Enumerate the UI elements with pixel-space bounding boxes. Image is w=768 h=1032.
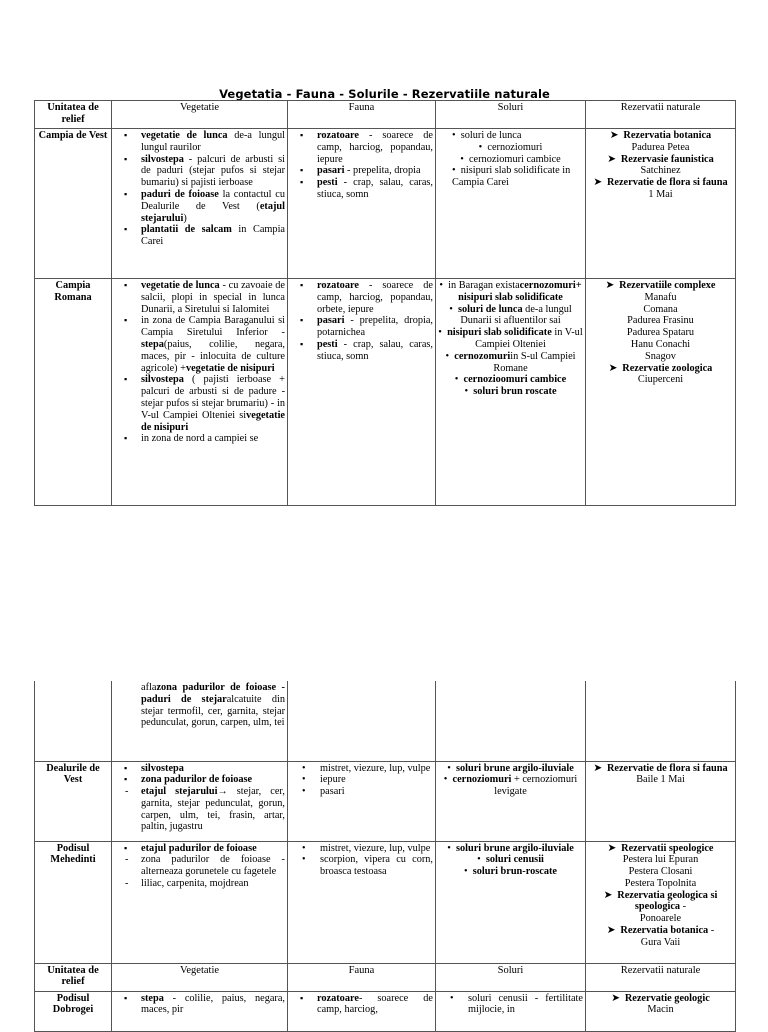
list-item: • cernoziomuri cambice <box>460 153 561 165</box>
soluri-cell <box>436 761 586 841</box>
relief-name: Campia Romana <box>35 279 112 506</box>
fauna-empty <box>288 681 436 761</box>
header-relief: Unitatea de relief <box>35 101 112 129</box>
list-item: • soluri brun-roscate <box>464 866 557 878</box>
list-item: ▪ stepa - colilie, paius, negara, maces, pir <box>114 993 285 1017</box>
soluri-empty <box>436 681 586 761</box>
list-item: ▪ pasari - prepelita, dropia <box>290 165 433 177</box>
table-row <box>35 129 736 279</box>
table-row <box>35 681 736 761</box>
list-item: • mistret, viezure, lup, vulpe <box>290 843 433 855</box>
list-item: ▪ zona padurilor de foioase <box>114 774 285 786</box>
list-item: • scorpion, vipera cu corn, broasca testoasa <box>290 854 433 878</box>
soluri-cell <box>436 991 586 1031</box>
list-item: • soluri de lunca de-a lungul Dunarii si afluentilor sai <box>449 303 572 327</box>
header-vegetatie: Vegetatie <box>112 101 288 129</box>
table-page-1 <box>34 100 736 506</box>
list-item: ▪ rozatoare - soarece de camp, harciog, popandau, orbete, iepure <box>290 280 433 315</box>
relief-empty <box>35 681 112 761</box>
vegetatie-cell <box>112 129 288 279</box>
fauna-cell <box>288 279 436 506</box>
header-rezervatii: Rezervatii naturale <box>586 963 736 991</box>
rezervatii-cell <box>586 991 736 1031</box>
list-item: Satchinez <box>640 165 681 177</box>
list-item: ➤ Rezervatia botanica <box>609 130 712 141</box>
list-item: Pestera lui Epuran <box>622 854 699 866</box>
list-item: - liliac, carpenita, mojdrean <box>114 878 285 890</box>
list-item: ▪ pesti - crap, salau, caras, stiuca, somn <box>290 339 433 363</box>
list-item: • cernoziomuri + cernoziomuri levigate <box>443 774 578 798</box>
vegetatie-cell <box>112 761 288 841</box>
list-item: ▪ in zona de nord a campiei se <box>114 433 285 445</box>
list-item: ➤ Rezervatie de flora si fauna <box>593 177 728 189</box>
relief-name: Campia de Vest <box>35 129 112 279</box>
list-item: ▪ plantatii de salcam in Campia Carei <box>114 224 285 248</box>
list-item: ▪ in zona de Campia Baraganului si Campia Siretului Inferior - stepa(paius, colilie, negara, maces, pir - inlocuita de culture agricole) +vegetatie de nisipuri <box>114 315 285 374</box>
rezervatii-cell <box>586 279 736 506</box>
table-page-2 <box>34 681 736 1032</box>
list-item: Ponoarele <box>639 913 682 925</box>
table-row <box>35 991 736 1031</box>
vegetatie-cell <box>112 681 288 761</box>
header-soluri: Soluri <box>436 963 586 991</box>
list-item: • soluri de lunca <box>452 130 522 141</box>
list-item: aflazona padurilor de foioase -paduri de stejaralcatuite din stejar termofil, cer, garnita, stejar pedunculat, gorun, carpen, ulm, tei <box>141 682 286 729</box>
table-row <box>35 761 736 841</box>
list-item: ▪ rozatoare - soarece de camp, harciog, popandau, iepure <box>290 130 433 165</box>
list-item: Macin <box>647 1004 674 1016</box>
list-item: • soluri brune argilo-iluviale <box>447 842 574 854</box>
vegetatie-cell <box>112 991 288 1031</box>
list-item: ▪ etajul padurilor de foioase <box>114 843 285 855</box>
relief-name: Podisul Mehedinti <box>35 841 112 963</box>
fauna-cell <box>288 129 436 279</box>
list-item: ▪ pasari - prepelita, dropia, potarnichea <box>290 315 433 339</box>
list-item: ➤ Rezervatii speologice <box>607 842 714 854</box>
table-row <box>35 279 736 506</box>
header-relief: Unitatea de relief <box>35 963 112 991</box>
list-item: ▪ paduri de foioase la contactul cu Dealurile de Vest (etajul stejarului) <box>114 189 285 224</box>
relief-name: Podisul Dobrogei <box>35 991 112 1031</box>
list-item: Pestera Closani <box>628 866 693 878</box>
list-item: ➤ Rezervatie de flora si fauna <box>593 762 728 774</box>
list-item: Gura Vaii <box>640 936 681 948</box>
list-item: Manafu <box>644 291 677 303</box>
fauna-cell <box>288 841 436 963</box>
list-item: Padurea Frasinu <box>627 315 694 327</box>
list-item: ▪ vegetatie de lunca - cu zavoaie de salcii, plopi in special in lunca Dunarii, a Siretului si Ialomitei <box>114 280 285 315</box>
list-item: ➤ Rezervatiile complexe <box>605 280 716 291</box>
list-item: ▪ pesti - crap, salau, caras, stiuca, somn <box>290 177 433 201</box>
header-rezervatii: Rezervatii naturale <box>586 101 736 129</box>
list-item: • pasari <box>290 786 433 798</box>
soluri-cell <box>436 841 586 963</box>
list-item: Snagov <box>645 350 676 362</box>
list-item: ▪ silvostepa <box>114 763 285 775</box>
page-title: Vegetatia - Fauna - Solurile - Rezervatiile naturale <box>219 87 550 101</box>
list-item: • mistret, viezure, lup, vulpe <box>290 763 433 775</box>
soluri-cell <box>436 129 586 279</box>
list-item: • cernozioomuri cambice <box>454 374 567 386</box>
header-soluri: Soluri <box>436 101 586 129</box>
header-row <box>35 963 736 991</box>
list-item: Ciuperceni <box>637 374 684 386</box>
list-item: • in Baragan existacernozomuri+ nisipuri slab solidificate <box>439 280 582 303</box>
fauna-cell <box>288 761 436 841</box>
rezervatii-cell <box>586 129 736 279</box>
list-item: ➤ Rezervatia geologica si speologica - <box>603 889 718 913</box>
list-item: • iepure <box>290 774 433 786</box>
list-item: ➤ Rezervatie zoologica <box>608 362 713 374</box>
list-item: 1 Mai <box>648 188 673 200</box>
vegetatie-cell <box>112 279 288 506</box>
rezervatii-cell <box>586 841 736 963</box>
rezervatii-empty <box>586 681 736 761</box>
soluri-cell <box>436 279 586 506</box>
header-fauna: Fauna <box>288 101 436 129</box>
list-item: ➤ Rezervatie geologic <box>611 992 710 1004</box>
list-item: • soluri brune argilo-iluviale <box>447 762 574 774</box>
header-row <box>35 101 736 129</box>
table-row <box>35 841 736 963</box>
list-item: • soluri cenusii <box>477 854 544 866</box>
list-item: ▪ rozatoare- soarece de camp, harciog, <box>290 993 433 1017</box>
list-item: ▪ silvostepa ( pajisti ierboase + palcuri de arbusti si de padure - stejar pufos si stejar brumariu) - in V-ul Campiei Olteniei sivegetatie de nisipuri <box>114 374 285 433</box>
list-item: • nisipuri slab solidificate in V-ul Campiei Olteniei <box>438 327 583 350</box>
list-item: - etajul stejarului→ stejar, cer, garnita, stejar pedunculat, gorun, carpen, ulm, tei, frasin, artar, paltin, jugastru <box>114 786 285 833</box>
list-item: Pestera Topolnita <box>624 877 697 889</box>
list-item: Baile 1 Mai <box>636 774 685 786</box>
list-item: • cernozomuriin S-ul Campiei Romane <box>445 350 576 374</box>
vegetatie-cell <box>112 841 288 963</box>
fauna-cell <box>288 991 436 1031</box>
list-item: ▪ silvostepa - palcuri de arbusti si de paduri (stejar pufos si stejar bumariu) si pajisti ierboase <box>114 154 285 189</box>
list-item: Padurea Petea <box>631 141 690 153</box>
list-item: Comana <box>643 303 678 315</box>
list-item: ➤ Rezervatia botanica - <box>606 925 715 937</box>
list-item: Hanu Conachi <box>630 338 691 350</box>
list-item: • cernoziomuri <box>478 141 543 153</box>
list-item: • soluri cenusii - fertilitate mijlocie, in <box>438 993 583 1017</box>
relief-name: Dealurile de Vest <box>35 761 112 841</box>
list-item: • soluri brun roscate <box>464 386 557 398</box>
rezervatii-cell <box>586 761 736 841</box>
header-fauna: Fauna <box>288 963 436 991</box>
list-item: ▪ vegetatie de lunca de-a lungul lungul raurilor <box>114 130 285 154</box>
list-item: - zona padurilor de foioase - alterneaza gorunetele cu fagetele <box>114 854 285 878</box>
header-vegetatie: Vegetatie <box>112 963 288 991</box>
list-item: ➤ Rezervasie faunistica <box>607 153 714 165</box>
list-item: Padurea Spataru <box>626 327 695 339</box>
list-item: • nisipuri slab solidificate in Campia Carei <box>452 165 571 189</box>
